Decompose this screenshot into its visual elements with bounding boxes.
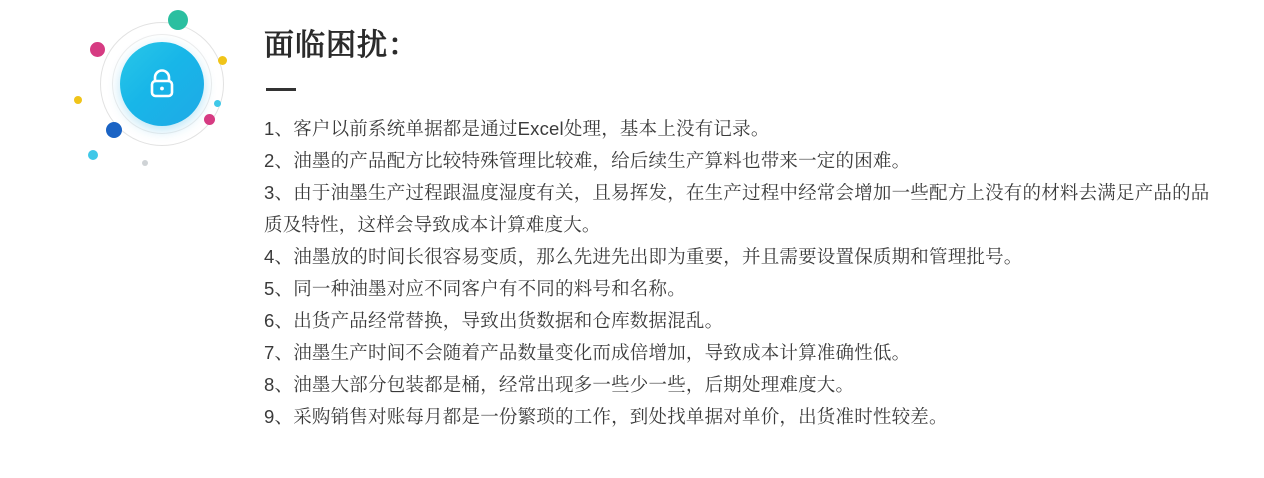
- list-item: 6、出货产品经常替换，导致出货数据和仓库数据混乱。: [264, 310, 724, 331]
- list-item: 9、采购销售对账每月都是一份繁琐的工作，到处找单据对单价，出货准时性较差。: [264, 406, 948, 427]
- page-title: 面临困扰：: [264, 29, 419, 62]
- decorative-dot-9: [142, 160, 148, 166]
- decorative-dot-5: [218, 56, 227, 65]
- list-item: 7、油墨生产时间不会随着产品数量变化而成倍增加，导致成本计算准确性低。: [264, 342, 911, 363]
- lock-icon: [142, 64, 182, 104]
- list-item: 8、油墨大部分包装都是桶，经常出现多一些少一些，后期处理难度大。: [264, 374, 855, 395]
- list-item: 5、同一种油墨对应不同客户有不同的料号和名称。: [264, 278, 686, 299]
- decorative-dot-6: [88, 150, 98, 160]
- title-underline: [266, 88, 296, 91]
- decorative-dot-7: [74, 96, 82, 104]
- decorative-dot-8: [214, 100, 221, 107]
- decorative-dot-3: [106, 122, 122, 138]
- list-item: 2、油墨的产品配方比较特殊管理比较难，给后续生产算料也带来一定的困难。: [264, 150, 911, 171]
- decorative-dot-2: [90, 42, 105, 57]
- decorative-dot-1: [168, 10, 188, 30]
- issue-list: [264, 113, 1224, 433]
- list-item: 4、油墨放的时间长很容易变质，那么先进先出即为重要，并且需要设置保质期和管理批号。: [264, 246, 1023, 267]
- list-item: 3、由于油墨生产过程跟温度湿度有关，且易挥发，在生产过程中经常会增加一些配方上没有的材料去满足产品的品质及特性，这样会导致成本计算难度大。: [264, 182, 1210, 235]
- lock-illustration: [72, 10, 242, 180]
- content-column: [264, 24, 1224, 433]
- decorative-dot-4: [204, 114, 215, 125]
- list-item: 1、客户以前系统单据都是通过Excel处理，基本上没有记录。: [264, 118, 770, 139]
